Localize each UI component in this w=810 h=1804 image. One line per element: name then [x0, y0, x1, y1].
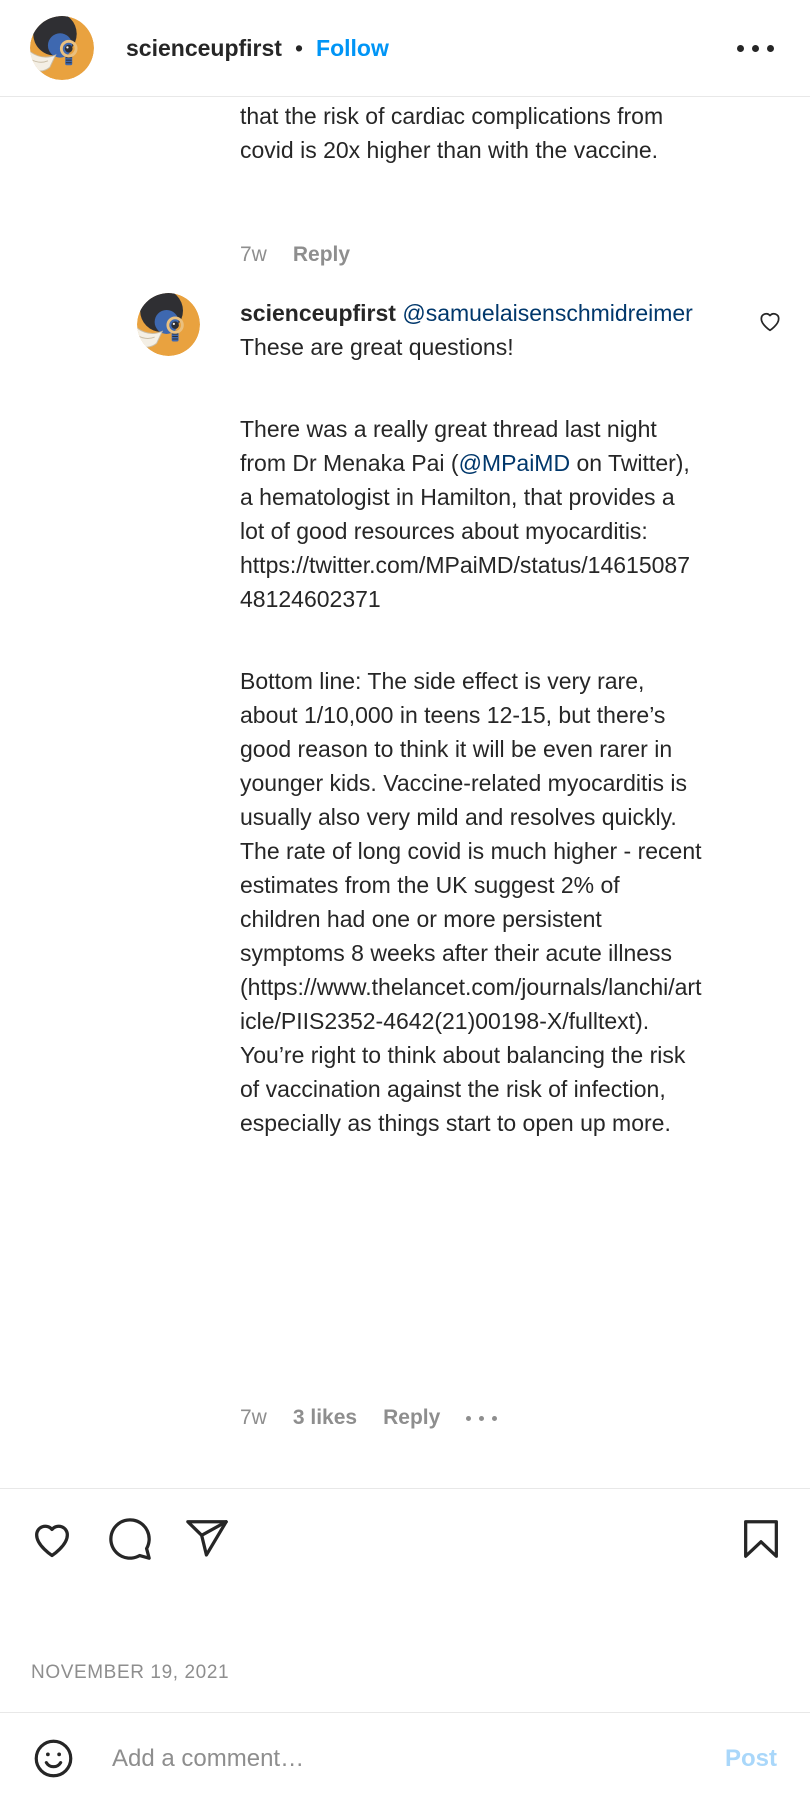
heart-icon[interactable]	[29, 1516, 75, 1562]
divider	[0, 1488, 810, 1489]
post-button[interactable]: Post	[724, 1744, 777, 1772]
comment-like-heart-icon[interactable]	[757, 308, 783, 334]
add-comment-row	[0, 1713, 810, 1804]
comment-text: There was a really great thread last night from Dr Menaka Pai (	[240, 416, 657, 476]
more-options-icon[interactable]	[737, 45, 774, 52]
commenter-avatar[interactable]	[137, 293, 200, 356]
header-username[interactable]: scienceupfirst	[126, 34, 282, 61]
comment-bubble-icon[interactable]	[107, 1516, 153, 1562]
mention-link[interactable]: @samuelaisenschmidreimer	[402, 300, 693, 326]
comment-text: that the risk of cardiac complications from covid is 20x higher than with the vaccine.	[240, 103, 664, 163]
comment-text: on Twitter), a hematologist in Hamilton, that provides a lot of good resources about myocarditis: https://twitter.com/MPaiMD/status/1461508748124602371	[240, 450, 690, 612]
comment-text: Bottom line: The side effect is very rare, about 1/10,000 in teens 12-15, but there’s good reason to think it will be even rarer in younger kids. Vaccine-related myocarditis is usually also very mild and resolves quickly. The rate of long covid is much higher - recent estimates from the UK suggest 2% of children had one or more persistent symptoms 8 weeks after their acute illness (https://www.thelancet.com/journals/lanchi/article/PIIS2352-4642(21)00198-X/fulltext). You’re right to think about balancing the risk of vaccination against the risk of infection, especially as things start to open up more.	[240, 668, 702, 1136]
follow-button[interactable]: Follow	[316, 34, 389, 61]
mention-link[interactable]: @MPaiMD	[458, 450, 571, 476]
comment-input[interactable]	[112, 1745, 725, 1773]
comment-meta	[240, 243, 350, 267]
likes-count[interactable]: 3 likes	[292, 1406, 358, 1429]
header-separator-dot: •	[294, 34, 304, 61]
scienceupfirst-logo-avatar	[137, 293, 200, 356]
comment-username[interactable]: scienceupfirst	[240, 300, 396, 326]
comment-timestamp: 7w	[240, 1406, 267, 1429]
reply-button[interactable]: Reply	[292, 243, 351, 266]
comment-meta	[240, 1406, 497, 1430]
profile-avatar[interactable]	[30, 16, 94, 80]
comment-timestamp: 7w	[240, 243, 267, 266]
scienceupfirst-logo-avatar	[30, 16, 94, 80]
post-date: NOVEMBER 19, 2021	[31, 1662, 230, 1683]
comment-body	[240, 296, 702, 1140]
reply-button[interactable]: Reply	[383, 1406, 441, 1429]
comment-text: These are great questions!	[240, 334, 514, 360]
post-header	[0, 0, 810, 97]
share-icon[interactable]	[184, 1516, 230, 1562]
more-options-icon[interactable]	[466, 1416, 497, 1421]
smiley-icon[interactable]	[31, 1736, 76, 1781]
bookmark-icon[interactable]	[738, 1516, 784, 1562]
